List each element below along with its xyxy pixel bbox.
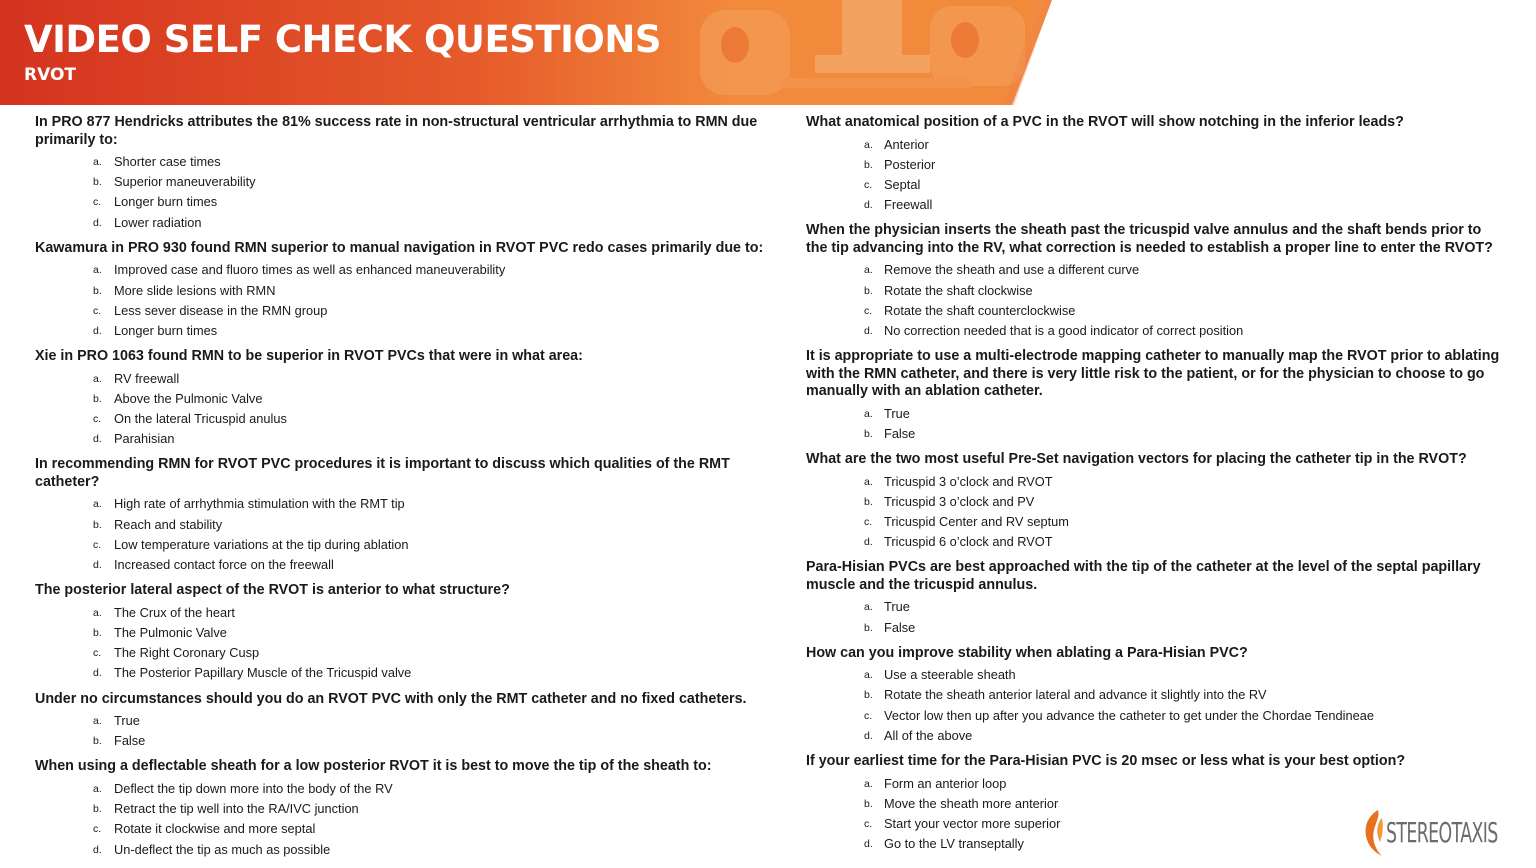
answer-option bbox=[35, 172, 775, 192]
question-text: What anatomical position of a PVC in the RVOT will show notching in the inferior leads? bbox=[806, 114, 1404, 130]
answer-option bbox=[806, 155, 1506, 175]
option-text: The Right Coronary Cusp bbox=[114, 645, 260, 661]
option-letter: d. bbox=[864, 199, 873, 212]
option-letter: b. bbox=[93, 392, 102, 405]
answer-option bbox=[35, 711, 775, 731]
option-letter: b. bbox=[93, 518, 102, 531]
question-text: Kawamura in PRO 930 found RMN superior to manual navigation in RVOT PVC redo cases primarily due to: bbox=[35, 239, 764, 256]
question-text: What are the two most useful Pre-Set navigation vectors for placing the catheter tip in the RVOT? bbox=[806, 451, 1467, 468]
option-text: Tricuspid 3 o’clock and PV bbox=[884, 493, 1035, 509]
answer-option bbox=[35, 779, 775, 799]
answer-option bbox=[806, 175, 1506, 195]
question-item bbox=[35, 758, 775, 859]
option-letter: b. bbox=[864, 689, 873, 702]
option-text: No correction needed that is a good indicator of correct position bbox=[884, 322, 1244, 338]
option-text: Deflect the tip down more into the body of the RV bbox=[114, 780, 393, 796]
option-letter: a. bbox=[93, 264, 102, 277]
option-letter: a. bbox=[93, 372, 102, 385]
answer-option bbox=[806, 424, 1506, 444]
answer-options bbox=[35, 603, 775, 684]
option-letter: a. bbox=[93, 156, 102, 168]
answer-option bbox=[806, 618, 1506, 638]
question-text: How can you improve stability when ablating a Para-Hisian PVC? bbox=[806, 644, 1248, 661]
option-text: Anterior bbox=[884, 136, 929, 152]
answer-option bbox=[35, 643, 775, 663]
option-text: False bbox=[114, 733, 146, 749]
option-text: True bbox=[114, 713, 140, 729]
question-item bbox=[806, 222, 1506, 341]
answer-option bbox=[35, 494, 775, 514]
option-text: Remove the sheath and use a different curve bbox=[884, 262, 1140, 278]
answer-option bbox=[806, 774, 1506, 794]
option-text: RV freewall bbox=[114, 370, 180, 386]
option-text: Start your vector more superior bbox=[884, 815, 1061, 831]
option-letter: d. bbox=[864, 729, 873, 742]
answer-option bbox=[35, 515, 775, 535]
option-text: Longer burn times bbox=[114, 322, 218, 338]
answer-option bbox=[806, 321, 1506, 341]
answer-option bbox=[35, 840, 775, 860]
option-text: Reach and stability bbox=[114, 516, 223, 532]
option-letter: a. bbox=[93, 606, 102, 619]
answer-options bbox=[35, 260, 775, 341]
option-text: The Pulmonic Valve bbox=[114, 624, 227, 640]
page-subtitle: RVOT bbox=[24, 65, 76, 85]
option-letter: b. bbox=[93, 176, 102, 189]
option-text: Rotate the shaft counterclockwise bbox=[884, 302, 1076, 318]
option-letter: c. bbox=[864, 178, 873, 191]
option-text: Un-deflect the tip as much as possible bbox=[114, 841, 331, 857]
option-text: Above the Pulmonic Valve bbox=[114, 390, 263, 406]
question-text: The posterior lateral aspect of the RVOT is anterior to what structure? bbox=[35, 582, 510, 599]
option-text: Posterior bbox=[884, 156, 936, 172]
answer-option bbox=[35, 321, 775, 341]
option-text: On the lateral Tricuspid anulus bbox=[114, 411, 287, 427]
answer-option bbox=[806, 665, 1506, 685]
option-letter: a. bbox=[864, 669, 873, 682]
option-letter: b. bbox=[864, 495, 873, 508]
answer-option bbox=[806, 726, 1506, 746]
option-text: Vector low then up after you advance the catheter to get under the Chordae Tendineae bbox=[884, 707, 1374, 723]
answer-options bbox=[806, 135, 1506, 216]
option-text: Increased contact force on the freewall bbox=[114, 557, 334, 573]
answer-option bbox=[35, 301, 775, 321]
answer-options bbox=[35, 779, 775, 860]
question-item bbox=[806, 645, 1506, 746]
header-banner bbox=[0, 0, 1536, 105]
answer-options bbox=[35, 152, 775, 233]
answer-options bbox=[806, 472, 1506, 553]
option-text: Go to the LV transeptally bbox=[884, 836, 1024, 852]
option-letter: a. bbox=[93, 782, 102, 795]
option-text: Freewall bbox=[884, 197, 933, 213]
answer-option bbox=[806, 706, 1506, 726]
option-text: False bbox=[884, 425, 916, 441]
option-letter: c. bbox=[864, 304, 873, 317]
answer-options bbox=[35, 369, 775, 450]
question-item bbox=[35, 240, 775, 341]
answer-option bbox=[35, 369, 775, 389]
question-item bbox=[806, 114, 1506, 215]
answer-option bbox=[35, 429, 775, 449]
option-text: Use a steerable sheath bbox=[884, 667, 1016, 683]
option-letter: a. bbox=[864, 475, 873, 488]
option-letter: c. bbox=[93, 538, 102, 551]
option-letter: d. bbox=[864, 536, 873, 549]
option-text: Superior maneuverability bbox=[114, 174, 256, 190]
question-text: If your earliest time for the Para-Hisian PVC is 20 msec or less what is your best option? bbox=[806, 753, 1406, 770]
option-text: Move the sheath more anterior bbox=[884, 795, 1059, 811]
option-text: Rotate it clockwise and more septal bbox=[114, 821, 316, 837]
answer-option bbox=[806, 597, 1506, 617]
option-text: True bbox=[884, 405, 910, 421]
option-text: High rate of arrhythmia stimulation with the RMT tip bbox=[114, 496, 405, 512]
answer-option bbox=[35, 260, 775, 280]
answer-option bbox=[35, 819, 775, 839]
question-item bbox=[35, 114, 775, 233]
answer-option bbox=[806, 301, 1506, 321]
option-letter: d. bbox=[93, 559, 102, 572]
answer-option bbox=[806, 135, 1506, 155]
option-letter: b. bbox=[864, 284, 873, 297]
question-text: Xie in PRO 1063 found RMN to be superior in RVOT PVCs that were in what area: bbox=[35, 348, 583, 365]
answer-option bbox=[806, 685, 1506, 705]
right-question-column bbox=[806, 114, 1506, 861]
option-text: Rotate the shaft clockwise bbox=[884, 282, 1033, 298]
option-text: Retract the tip well into the RA/IVC junction bbox=[114, 801, 359, 817]
option-text: Shorter case times bbox=[114, 154, 221, 169]
option-text: Rotate the sheath anterior lateral and advance it slightly into the RV bbox=[884, 687, 1267, 703]
question-item bbox=[35, 456, 775, 575]
option-letter: d. bbox=[864, 838, 873, 851]
option-text: Lower radiation bbox=[114, 214, 202, 230]
stereotaxis-logo bbox=[1362, 808, 1514, 858]
option-text: Longer burn times bbox=[114, 194, 218, 210]
option-text: Improved case and fluoro times as well as enhanced maneuverability bbox=[114, 262, 506, 278]
question-item bbox=[806, 348, 1506, 444]
option-letter: a. bbox=[93, 498, 102, 511]
option-letter: c. bbox=[864, 709, 873, 722]
left-question-column bbox=[35, 114, 775, 867]
answer-option bbox=[806, 260, 1506, 280]
option-text: The Crux of the heart bbox=[114, 604, 235, 620]
answer-option bbox=[35, 281, 775, 301]
answer-options bbox=[806, 597, 1506, 637]
answer-option bbox=[806, 281, 1506, 301]
answer-options bbox=[806, 665, 1506, 746]
answer-option bbox=[806, 195, 1506, 215]
answer-options bbox=[806, 404, 1506, 444]
logo-text: STEREOTAXIS bbox=[1386, 816, 1498, 849]
question-text: Under no circumstances should you do an RVOT PVC with only the RMT catheter and no fixed catheters. bbox=[35, 690, 747, 707]
option-letter: d. bbox=[93, 216, 102, 229]
option-letter: b. bbox=[93, 626, 102, 639]
option-text: False bbox=[884, 619, 916, 635]
option-text: Less sever disease in the RMN group bbox=[114, 302, 328, 318]
question-text: In recommending RMN for RVOT PVC procedures it is important to discuss which qualities of the RMT catheter? bbox=[35, 456, 730, 490]
option-letter: a. bbox=[93, 715, 102, 728]
question-text: In PRO 877 Hendricks attributes the 81% success rate in non-structural ventricular arrhythmia to RMN due primarily to: bbox=[35, 114, 758, 148]
answer-option bbox=[35, 663, 775, 683]
option-text: Low temperature variations at the tip during ablation bbox=[114, 536, 409, 552]
option-letter: b. bbox=[864, 427, 873, 440]
option-letter: b. bbox=[864, 797, 873, 810]
option-letter: d. bbox=[93, 324, 102, 337]
option-letter: d. bbox=[93, 843, 102, 856]
question-item bbox=[806, 451, 1506, 552]
option-letter: d. bbox=[864, 324, 873, 337]
option-letter: a. bbox=[864, 264, 873, 277]
option-text: Tricuspid 3 o’clock and RVOT bbox=[884, 473, 1053, 489]
question-item bbox=[806, 559, 1506, 637]
option-letter: a. bbox=[864, 138, 873, 151]
answer-option bbox=[35, 213, 775, 233]
answer-option bbox=[35, 555, 775, 575]
option-text: Tricuspid Center and RV septum bbox=[884, 513, 1069, 529]
answer-option bbox=[35, 409, 775, 429]
option-letter: a. bbox=[864, 777, 873, 790]
option-letter: c. bbox=[93, 647, 102, 660]
answer-option bbox=[35, 731, 775, 751]
answer-options bbox=[35, 494, 775, 575]
answer-option bbox=[806, 492, 1506, 512]
option-letter: a. bbox=[864, 601, 873, 614]
answer-option bbox=[35, 603, 775, 623]
option-letter: c. bbox=[93, 304, 102, 317]
option-text: True bbox=[884, 599, 910, 615]
answer-options bbox=[806, 260, 1506, 341]
answer-option bbox=[35, 192, 775, 212]
option-letter: c. bbox=[93, 823, 102, 836]
answer-option bbox=[806, 472, 1506, 492]
option-letter: b. bbox=[93, 803, 102, 816]
option-text: Parahisian bbox=[114, 431, 175, 447]
option-letter: a. bbox=[864, 407, 873, 420]
option-letter: c. bbox=[93, 413, 102, 426]
option-text: All of the above bbox=[884, 727, 973, 743]
option-letter: d. bbox=[93, 667, 102, 680]
equipment-illustration bbox=[700, 0, 1025, 95]
option-text: Form an anterior loop bbox=[884, 775, 1007, 791]
page-title: VIDEO SELF CHECK QUESTIONS bbox=[24, 18, 661, 61]
question-item bbox=[35, 691, 775, 752]
option-letter: c. bbox=[93, 196, 102, 209]
question-text: When using a deflectable sheath for a low posterior RVOT it is best to move the tip of the sheath to: bbox=[35, 758, 712, 775]
question-item bbox=[35, 348, 775, 449]
option-text: More slide lesions with RMN bbox=[114, 282, 276, 298]
answer-option bbox=[806, 512, 1506, 532]
answer-option bbox=[35, 799, 775, 819]
option-letter: b. bbox=[864, 621, 873, 634]
option-letter: b. bbox=[93, 284, 102, 297]
question-text: When the physician inserts the sheath past the tricuspid valve annulus and the shaft bends prior to the tip advancing into the RV, what correction is needed to establish a proper line to enter the RVOT? bbox=[806, 222, 1493, 256]
option-text: Septal bbox=[884, 176, 921, 192]
question-item bbox=[35, 582, 775, 683]
option-letter: c. bbox=[864, 817, 873, 830]
option-text: Tricuspid 6 o’clock and RVOT bbox=[884, 534, 1053, 550]
answer-option bbox=[35, 535, 775, 555]
question-text: It is appropriate to use a multi-electrode mapping catheter to manually map the RVOT prior to ablating with the RMN catheter, and there is very little risk to the patient, or for the physician to choose to go manually with an ablation catheter. bbox=[806, 348, 1500, 400]
answer-option bbox=[806, 404, 1506, 424]
answer-option bbox=[35, 389, 775, 409]
question-text: Para-Hisian PVCs are best approached with the tip of the catheter at the level of the septal papillary muscle and the tricuspid annulus. bbox=[806, 559, 1481, 593]
option-letter: b. bbox=[93, 735, 102, 748]
option-letter: d. bbox=[93, 433, 102, 446]
option-text: The Posterior Papillary Muscle of the Tricuspid valve bbox=[114, 665, 412, 681]
answer-option bbox=[806, 532, 1506, 552]
option-letter: b. bbox=[864, 158, 873, 171]
answer-options bbox=[35, 711, 775, 751]
answer-option bbox=[35, 623, 775, 643]
answer-option bbox=[35, 152, 775, 172]
option-letter: c. bbox=[864, 515, 873, 528]
